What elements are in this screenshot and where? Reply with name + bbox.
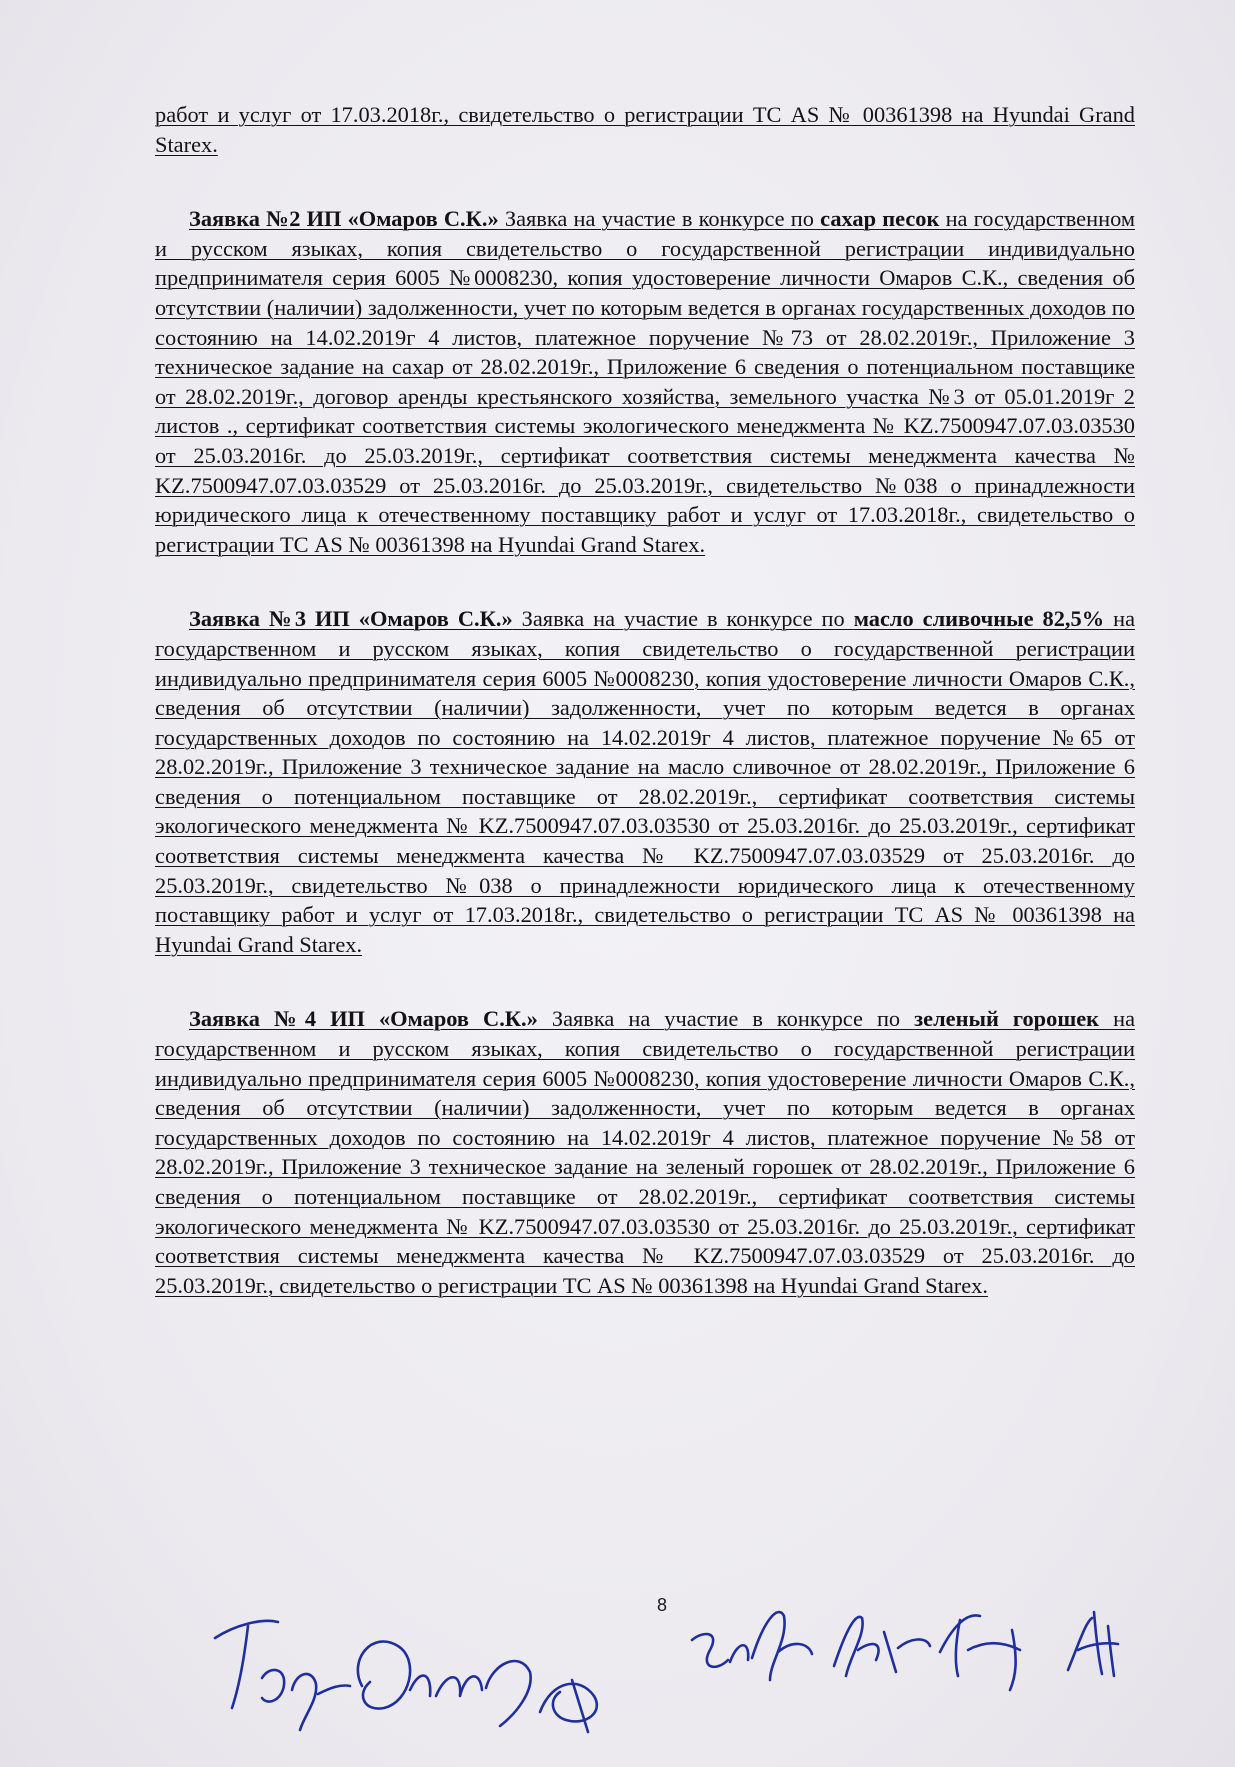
signature-left-3 — [540, 1680, 597, 1732]
intro-paragraph — [155, 100, 1135, 159]
application-product: сахар песок — [820, 206, 940, 232]
application-paragraph-3 — [155, 604, 1135, 959]
application-body: на государственном и русском языках, копия свидетельство о государственной регистрации индивидуально предпринимателя серия 6005 №0008230, копия удостоверение личности Омаров С.К., сведения об отсутствии (наличии) задолженности, учет по которым ведется в органах государственных доходов по состоянию на 14.02.2019г 4 листов, платежное поручение №65 от 28.02.2019г., Приложение 3 техническое задание на масло сливочное от 28.02.2019г., Приложение 6 сведения о потенциальном поставщике от 28.02.2019г., сертификат соответствия системы экологического менеджмента № KZ.7500947.07.03.03530 от 25.03.2016г. до 25.03.2019г., сертификат соответствия системы менеджмента качества № KZ.7500947.07.03.03529 от 25.03.2016г. до 25.03.2019г., свидетельство №038 о принадлежности юридического лица к отечественному поставщику работ и услуг от 17.03.2018г., свидетельство о регистрации ТС AS № 00361398 на Hyundai Grand Starex. — [155, 606, 1136, 957]
application-lead: Заявка на участие в конкурсе по — [512, 606, 854, 632]
application-paragraph-2 — [155, 204, 1135, 559]
page-number: 8 — [657, 1595, 668, 1615]
signature-left-2 — [358, 1642, 531, 1726]
application-body: на государственном и русском языках, копия свидетельство о государственной регистрации индивидуально предпринимателя серия 6005 №0008230, копия удостоверение личности Омаров С.К., сведения об отсутствии (наличии) задолженности, учет по которым ведется в органах государственных доходов по состоянию на 14.02.2019г 4 листов, платежное поручение №58 от 28.02.2019г., Приложение 3 техническое задание на зеленый горошек от 28.02.2019г., Приложение 6 сведения о потенциальном поставщике от 28.02.2019г., сертификат соответствия системы экологического менеджмента № KZ.7500947.07.03.03530 от 25.03.2016г. до 25.03.2019г., сертификат соответствия системы менеджмента качества № KZ.7500947.07.03.03529 от 25.03.2016г. до 25.03.2019г., свидетельство о регистрации ТС AS № 00361398 на Hyundai Grand Starex. — [155, 1006, 1136, 1298]
application-heading: Заявка №4 ИП «Омаров С.К.» — [189, 1006, 538, 1032]
signature-right-3 — [940, 1615, 1020, 1690]
signature-right-2 — [834, 1617, 930, 1676]
application-heading: Заявка №3 ИП «Омаров С.К.» — [189, 606, 513, 632]
application-heading: Заявка №2 ИП «Омаров С.К.» — [189, 206, 499, 232]
application-body: на государственном и русском языках, копия свидетельство о государственной регистрации индивидуально предпринимателя серия 6005 №0008230, копия удостоверение личности Омаров С.К., сведения об отсутствии (наличии) задолженности, учет по которым ведется в органах государственных доходов по состоянию на 14.02.2019г 4 листов, платежное поручение №73 от 28.02.2019г., Приложение 3 техническое задание на сахар от 28.02.2019г., Приложение 6 сведения о потенциальном поставщике от 28.02.2019г., договор аренды крестьянского хозяйства, земельного участка №3 от 05.01.2019г 2 листов ., сертификат соответствия системы экологического менеджмента № KZ.7500947.07.03.03530 от 25.03.2016г. до 25.03.2019г., сертификат соответствия системы менеджмента качества № KZ.7500947.07.03.03529 от 25.03.2016г. до 25.03.2019г., свидетельство №038 о принадлежности юридического лица к отечественному поставщику работ и услуг от 17.03.2018г., свидетельство о регистрации ТС AS № 00361398 на Hyundai Grand Starex. — [155, 206, 1136, 557]
application-product: масло сливочные 82,5% — [853, 606, 1105, 632]
application-lead: Заявка на участие в конкурсе по — [537, 1006, 915, 1032]
signature-left-1 — [215, 1621, 350, 1730]
intro-text: работ и услуг от 17.03.2018г., свидетельство о регистрации ТС AS № 00361398 на Hyundai Grand Starex. — [155, 102, 1135, 157]
signature-right-1 — [692, 1612, 812, 1680]
application-paragraph-4 — [155, 1004, 1135, 1300]
application-product: зеленый горошек — [914, 1006, 1100, 1032]
application-lead: Заявка на участие в конкурсе по — [498, 206, 821, 232]
signature-right-4 — [1068, 1612, 1118, 1676]
document-body — [155, 100, 1135, 1345]
